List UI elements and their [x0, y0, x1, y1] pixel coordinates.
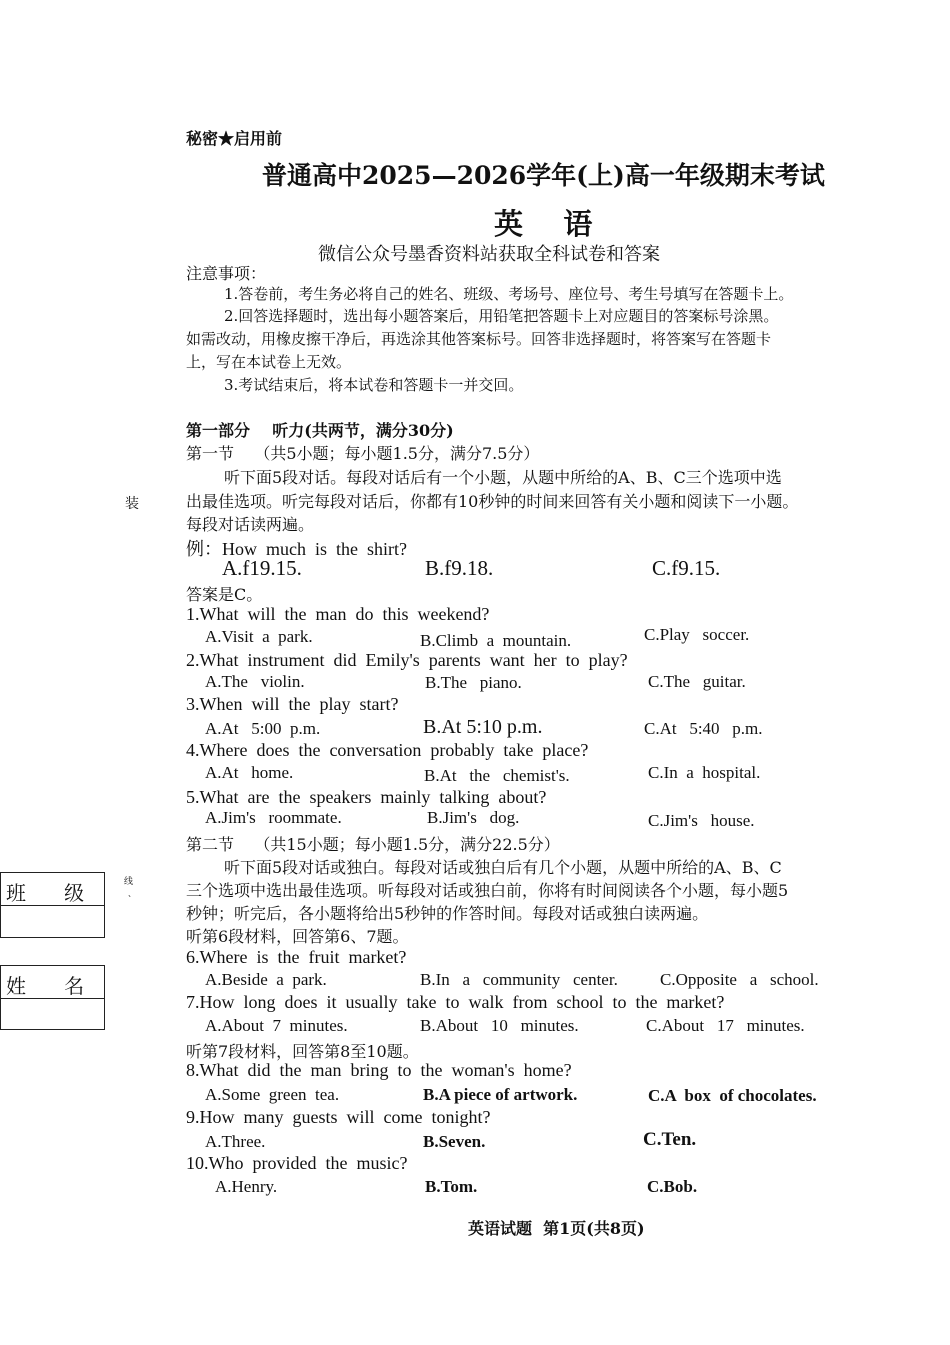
class-box — [0, 872, 105, 938]
q6-option-b: B.In a community center. — [420, 970, 618, 989]
section1-instr-b: 出最佳选项。听完每段对话后，你都有10秒钟的时间来回答有关小题和阅读下一小题。 — [186, 492, 799, 511]
q2-option-b: B.The piano. — [425, 673, 522, 692]
q3-option-b: B.At 5:10 p.m. — [423, 716, 543, 738]
binding-mark-zhuang: 装 — [125, 496, 139, 512]
q7-option-b: B.About 10 minutes. — [420, 1016, 579, 1035]
example-question: 例：How much is the shirt? — [186, 539, 407, 559]
section2-instr-c: 秒钟；听完后，各小题将给出5秒钟的作答时间。每段对话或独白读两遍。 — [186, 904, 709, 923]
question-5: 5.What are the speakers mainly talking about? — [186, 787, 547, 807]
question-7: 7.How long does it usually take to walk from school to the market? — [186, 992, 725, 1012]
q3-option-a: A.At 5:00 p.m. — [205, 719, 321, 738]
example-option-b: B.f9.18. — [425, 556, 494, 580]
name-box — [0, 965, 105, 1030]
q6-option-a: A.Beside a park. — [205, 970, 327, 989]
section1-heading: 第一节 （共5小题；每小题1.5分，满分7.5分） — [186, 444, 540, 463]
q2-option-a: A.The violin. — [205, 672, 305, 691]
q10-option-a: A.Henry. — [215, 1177, 278, 1196]
q9-option-c: C.Ten. — [643, 1129, 697, 1150]
example-option-c: C.f9.15. — [652, 556, 721, 580]
notice-line-2a: 2.回答选择题时，选出每小题答案后，用铅笔把答题卡上对应题目的答案标号涂黑。 — [224, 307, 779, 325]
q1-option-a: A.Visit a park. — [205, 627, 313, 646]
q7-option-c: C.About 17 minutes. — [646, 1016, 805, 1035]
name-label: 姓 名 — [6, 974, 85, 998]
section2-instr-a: 听下面5段对话或独白。每段对话或独白后有几个小题，从题中所给的A、B、C — [224, 858, 782, 877]
q10-option-b: B.Tom. — [425, 1177, 478, 1196]
material-6-instr: 听第6段材料，回答第6、7题。 — [186, 927, 409, 946]
example-option-a: A.f19.15. — [222, 556, 302, 580]
notice-line-2c: 上，写在本试卷上无效。 — [186, 353, 352, 371]
subject-title: 英 语 — [494, 207, 593, 241]
q5-option-c: C.Jim's house. — [648, 811, 755, 830]
question-3: 3.When will the play start? — [186, 694, 399, 714]
class-label: 班 级 — [6, 881, 85, 905]
q9-option-a: A.Three. — [205, 1132, 266, 1151]
question-4: 4.Where does the conversation probably take place? — [186, 740, 589, 760]
notice-heading: 注意事项： — [186, 264, 267, 283]
part1-heading: 第一部分 听力(共两节，满分30分) — [186, 421, 454, 440]
q8-option-a: A.Some green tea. — [205, 1085, 340, 1104]
q2-option-c: C.The guitar. — [648, 672, 746, 691]
q5-option-a: A.Jim's roommate. — [205, 808, 342, 827]
section1-instr-c: 每段对话读两遍。 — [186, 515, 315, 534]
q1-option-c: C.Play soccer. — [644, 625, 750, 644]
secret-label: 秘密★启用前 — [186, 129, 283, 148]
question-9: 9.How many guests will come tonight? — [186, 1107, 491, 1127]
q4-option-b: B.At the chemist's. — [424, 766, 570, 785]
notice-line-3: 3.考试结束后，将本试卷和答题卡一并交回。 — [224, 376, 524, 394]
q3-option-c: C.At 5:40 p.m. — [644, 719, 763, 738]
q1-option-b: B.Climb a mountain. — [420, 631, 572, 650]
page-footer: 英语试题 第1页(共8页) — [468, 1219, 645, 1238]
notice-line-1: 1.答卷前，考生务必将自己的姓名、班级、考场号、座位号、考生号填写在答题卡上。 — [224, 285, 794, 303]
example-answer: 答案是C。 — [186, 585, 263, 604]
q5-option-b: B.Jim's dog. — [427, 808, 520, 827]
notice-line-2b: 如需改动，用橡皮擦干净后，再选涂其他答案标号。回答非选择题时，将答案写在答题卡 — [186, 330, 772, 348]
question-2: 2.What instrument did Emily's parents want her to play? — [186, 650, 628, 670]
question-6: 6.Where is the fruit market? — [186, 947, 407, 967]
question-10: 10.Who provided the music? — [186, 1153, 408, 1173]
q6-option-c: C.Opposite a school. — [660, 970, 819, 989]
section2-heading: 第二节 （共15小题；每小题1.5分，满分22.5分） — [186, 835, 560, 854]
section1-instr-a: 听下面5段对话。每段对话后有一个小题，从题中所给的A、B、C三个选项中选 — [224, 468, 782, 487]
q10-option-c: C.Bob. — [647, 1177, 698, 1196]
question-1: 1.What will the man do this weekend? — [186, 604, 490, 624]
material-7-instr: 听第7段材料，回答第8至10题。 — [186, 1042, 419, 1061]
wechat-note: 微信公众号墨香资料站获取全科试卷和答案 — [318, 244, 660, 265]
section2-instr-b: 三个选项中选出最佳选项。听每段对话或独白前，你将有时间阅读各个小题，每小题5 — [186, 881, 789, 900]
q4-option-c: C.In a hospital. — [648, 763, 761, 782]
binding-mark-xian: 线 — [124, 877, 134, 887]
q4-option-a: A.At home. — [205, 763, 294, 782]
q7-option-a: A.About 7 minutes. — [205, 1016, 348, 1035]
exam-title: 普通高中2025—2026学年(上)高一年级期末考试 — [262, 161, 825, 190]
q8-option-b: B.A piece of artwork. — [423, 1085, 578, 1104]
q8-option-c: C.A box of chocolates. — [648, 1086, 817, 1105]
binding-mark-dot: 、 — [128, 889, 136, 898]
q9-option-b: B.Seven. — [423, 1132, 486, 1151]
question-8: 8.What did the man bring to the woman's home? — [186, 1060, 572, 1080]
